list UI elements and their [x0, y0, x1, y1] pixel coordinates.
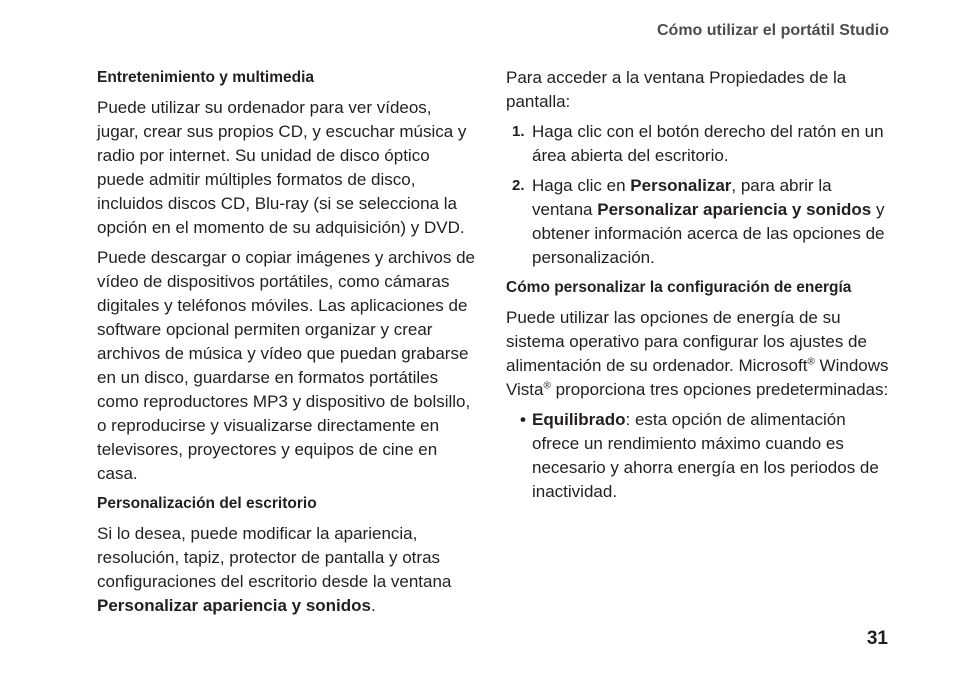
registered-mark: ®	[807, 356, 815, 368]
step-text-d: y obtener información acerca de las opciones de personalización.	[532, 200, 885, 267]
window-name-bold: Personalizar apariencia y sonidos	[97, 596, 372, 615]
paragraph-desktop-end: .	[371, 596, 376, 615]
step-text-a: Haga clic en	[532, 176, 631, 195]
paragraph-power	[506, 306, 891, 402]
step-bold-window: Personalizar apariencia y sonidos	[597, 200, 872, 219]
section-heading-desktop: Personalización del escritorio	[97, 495, 317, 512]
paragraph-download: Puede descargar o copiar imágenes y archivos de vídeo de dispositivos portátiles, como cámaras digitales y teléfonos móviles. Las aplicaciones de software opcional permiten organizar y crear archivos de música y vídeo que puedan grabarse en un disco, guardarse en formatos portátiles como reproductores MP3 y dispositivo de bolsillo, o reproducirse y visualizarse directamente en televisores, proyectores y equipos de cine en casa.	[97, 248, 475, 483]
list-item	[506, 408, 891, 504]
right-column	[506, 66, 891, 504]
step-item	[506, 120, 891, 168]
section-heading-power: Cómo personalizar la configuración de energía	[506, 279, 852, 296]
step-text: Haga clic con el botón derecho del ratón en un área abierta del escritorio.	[532, 122, 884, 165]
option-name-bold: Equilibrado	[532, 410, 626, 429]
bullet-mark: •	[520, 410, 526, 429]
paragraph-intro: Para acceder a la ventana Propiedades de la pantalla:	[506, 68, 847, 111]
registered-mark: ®	[543, 380, 551, 392]
running-header: Cómo utilizar el portátil Studio	[657, 22, 889, 39]
paragraph-power-a: Puede utilizar las opciones de energía de su sistema operativo para configurar los ajustes de alimentación de su ordenador. Microsoft	[506, 308, 867, 375]
step-item	[506, 174, 891, 270]
left-column	[97, 66, 477, 624]
paragraph-desktop	[97, 522, 477, 618]
section-heading-entertainment: Entretenimiento y multimedia	[97, 69, 315, 86]
paragraph-power-c: proporciona tres opciones predeterminadas:	[550, 380, 889, 399]
steps-list	[506, 120, 891, 270]
step-number: 1.	[512, 123, 525, 140]
step-bold-personalizar: Personalizar	[630, 176, 732, 195]
option-description: : esta opción de alimentación ofrece un rendimiento máximo cuando es necesario y ahorra energía en los periodos de inactividad.	[532, 410, 879, 501]
paragraph-power-b: Windows Vista	[506, 356, 889, 399]
step-text-c: , para abrir la ventana	[532, 176, 832, 219]
paragraph-multimedia: Puede utilizar su ordenador para ver vídeos, jugar, crear sus propios CD, y escuchar música y radio por internet. Su unidad de disco óptico puede admitir múltiples formatos de disco, incluidos discos CD, Blu-ray (si se selecciona la opción en el momento de su adquisición) y DVD.	[97, 98, 467, 237]
step-number: 2.	[512, 177, 525, 194]
power-options-list	[506, 408, 891, 504]
paragraph-desktop-text: Si lo desea, puede modificar la apariencia, resolución, tapiz, protector de pantalla y otras configuraciones del escritorio desde la ventana	[97, 524, 452, 591]
page-number: 31	[866, 628, 888, 649]
